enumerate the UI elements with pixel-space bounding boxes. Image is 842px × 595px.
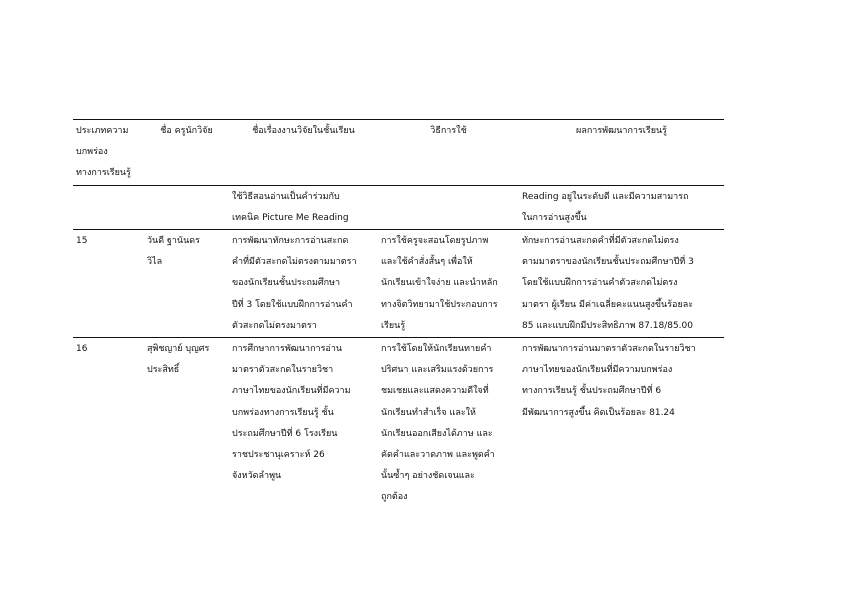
row-result: การพัฒนาการอ่านมาตราตัวสะกดในรายวิชา ภาษาไทยของนักเรียนที่มีความบกพร่อง ทางการเรียนรู้ ชั้นประถมศึกษาปีที่ 6 มีพัฒนาการสูงขึ้น คิดเป็นร้อยละ 81.24 (519, 338, 724, 509)
row-result: ทักษะการอ่านสะกดคำที่มีตัวสะกดไม่ตรง ตามมาตราของนักเรียนชั้นประถมศึกษาปีที่ 3 โดยใช้แบบฝึกการอ่านคำตัวสะกดไม่ตรง มาตรา ผู้เรียน มีค่าเฉลี่ยคะแนนสูงขึ้นร้อยละ 85 และแบบฝึกมีประสิทธิภาพ 87.18/85.00 (519, 230, 724, 338)
row-title: การศึกษาการพัฒนาการอ่าน มาตราตัวสะกดในรายวิชา ภาษาไทยของนักเรียนที่มีความ บกพร่องทางการเรียนรู้ ชั้น ประถมศึกษาปีที่ 6 โรงเรียน ราชประชานุเคราะห์ 26 จังหวัดลำพูน (229, 338, 378, 509)
row-number: 16 (73, 338, 144, 509)
row-researcher (144, 185, 229, 229)
row-result: Reading อยู่ในระดับดี และมีความสามารถ ในการอ่านสูงขึ้น (522, 191, 689, 223)
row-number: 15 (73, 230, 144, 338)
row-method: การใช้โดยให้นักเรียนทายคำ ปริศนา และเสริมแรงด้วยการ ชมเชยและแสดงความดีใจที่ นักเรียนทำสำเร็จ และให้ นักเรียนออกเสียงได้ภาษ และ คัดคำและวาดภาพ และพูดคำ นั้นซ้ำๆ อย่างชัดเจนและ ถูกต้อง (378, 338, 519, 509)
research-summary-table (73, 119, 724, 509)
table-row-16 (73, 338, 724, 509)
header-disability-type: ประเภทความ บกพร่อง ทางการเรียนรู้ (73, 120, 144, 186)
row-method (378, 185, 519, 229)
header-learning-result: ผลการพัฒนาการเรียนรู้ (519, 120, 724, 186)
header-research-title: ชื่อเรื่องงานวิจัยในชั้นเรียน (229, 120, 378, 186)
table-row-15 (73, 230, 724, 338)
table-row-continuation (73, 185, 724, 229)
row-title: ใช้วิธีสอนอ่านเป็นคำร่วมกับ เทคนิค Picture Me Reading (232, 191, 349, 223)
table-header-row (73, 120, 724, 186)
row-title: การพัฒนาทักษะการอ่านสะกด คำที่มีตัวสะกดไม่ตรงตามมาตรา ของนักเรียนชั้นประถมศึกษา ปีที่ 3 โดยใช้แบบฝึกการอ่านคำ ตัวสะกดไม่ตรงมาตรา (229, 230, 378, 338)
row-researcher: วันดี ฐานันดร วิไล (144, 230, 229, 338)
row-method: การใช้ครูจะสอนโดยรูปภาพ และใช้คำสั่งสั้นๆ เพื่อให้ นักเรียนเข้าใจง่าย และนำหลัก ทางจิตวิทยามาใช้ประกอบการ เรียนรู้ (378, 230, 519, 338)
row-researcher: สุพิชญาย์ บุญศร ประสิทธิ์ (144, 338, 229, 509)
header-method: วิธีการใช้ (378, 120, 519, 186)
row-number (73, 185, 144, 229)
header-researcher: ชื่อ ครูนักวิจัย (144, 120, 229, 186)
